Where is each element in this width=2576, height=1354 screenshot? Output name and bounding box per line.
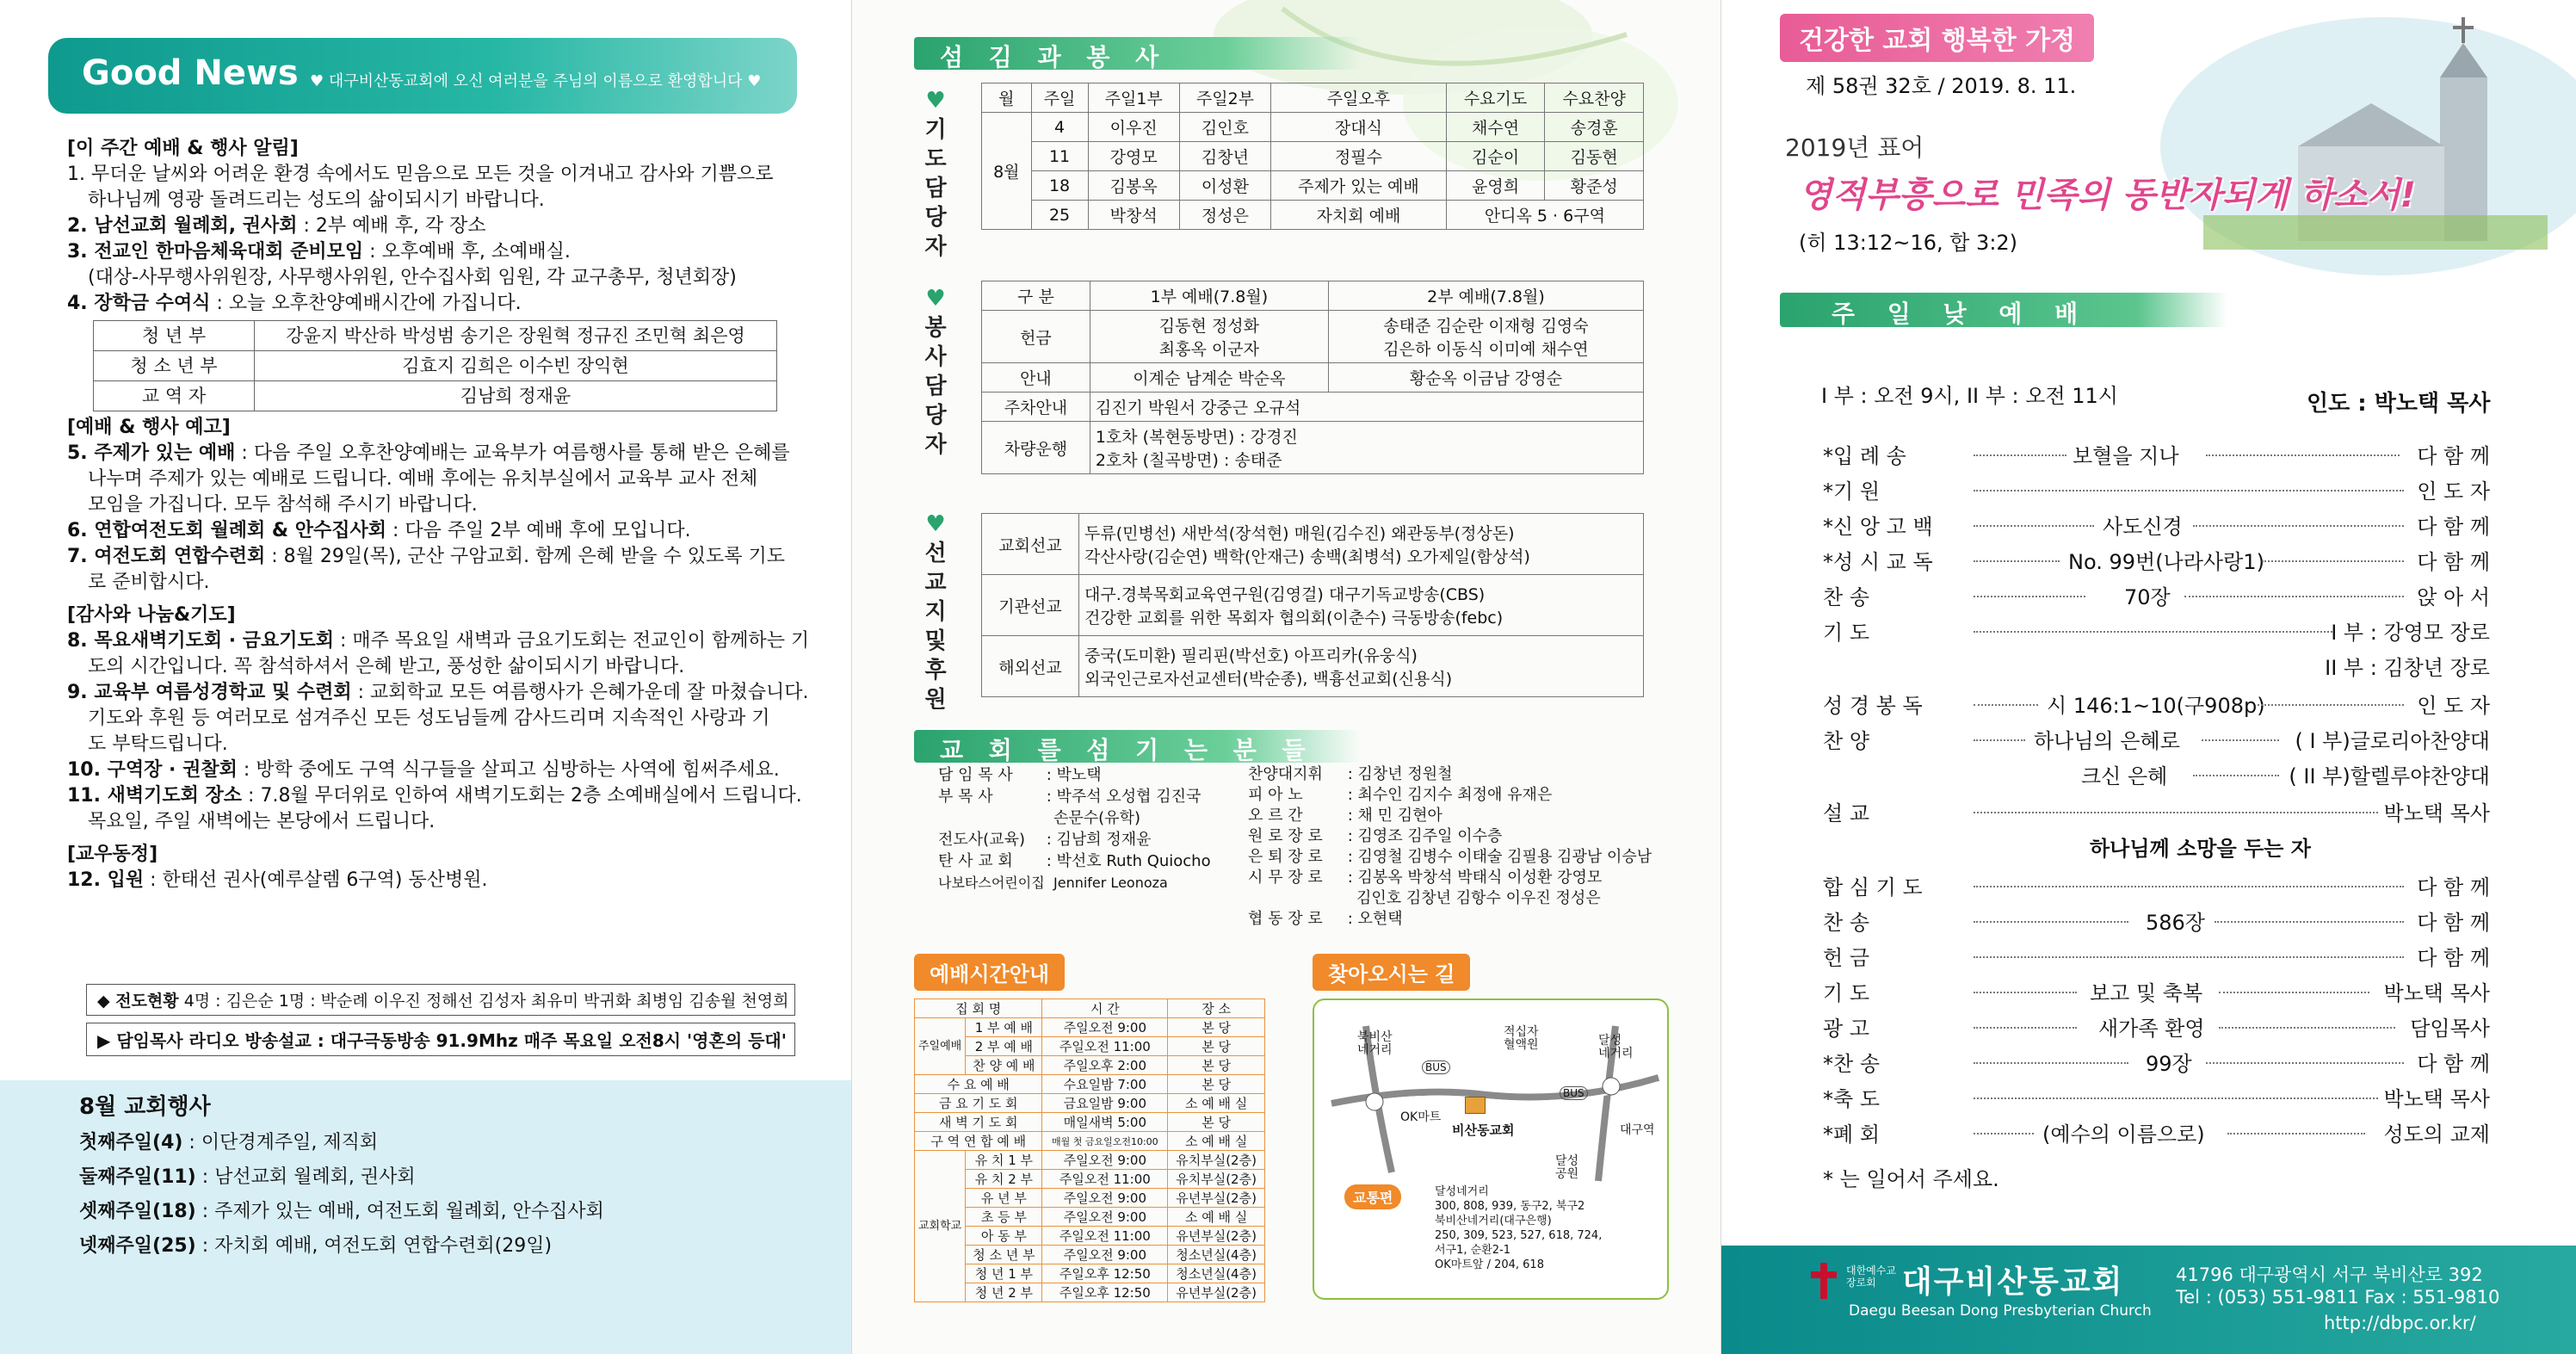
table-row: 월 주일 주일1부 주일2부 주일오후 수요기도 수요찬양 bbox=[982, 83, 1644, 113]
cross-logo-icon bbox=[1811, 1263, 1837, 1299]
section-members: [교우동정] bbox=[67, 844, 158, 865]
worship-order-row: II 부 : 김창년 장로 bbox=[2325, 656, 2490, 680]
serve-header: 섬 김 과 봉 사 bbox=[914, 37, 1362, 70]
table-row: 청 년 1 부 주일오후 12:50 청소년실(4층) bbox=[915, 1264, 1265, 1283]
worship-order-row: *폐 회 (예수의 이름으로) 성도의 교제 bbox=[1823, 1122, 2490, 1147]
year-motto: 영적부흥으로 민족의 동반자되게 하소서! bbox=[1799, 176, 2416, 215]
item-5-cont: 나누며 주제가 있는 예배로 드립니다. 예배 후에는 유치부실에서 교육부 교사 전체 bbox=[88, 468, 758, 490]
worship-order-row: *성 시 교 독 No. 99번(나라사랑1) 다 함 께 bbox=[1823, 550, 2490, 574]
item-3-cont: (대상-사무행사위원장, 사무행사위원, 안수집사회 임원, 각 교구총무, 청년회장) bbox=[88, 267, 737, 288]
mission-vertical-label: ♥ 선 교 지 및 후 원 bbox=[924, 511, 947, 713]
issue-info: 제 58권 32호 / 2019. 8. 11. bbox=[1806, 74, 2077, 98]
table-row: 기관선교 대구.경북목회교육연구원(김영걸) 대구기독교방송(CBS) 건강한 교회를 위한 목회자 협의회(이춘수) 극동방송(febc) bbox=[982, 575, 1644, 636]
list-item: 김인호 김창년 김항수 이우진 정성은 bbox=[1356, 889, 1601, 907]
table-row: 교회학교 유 치 1 부 주일오전 9:00 유치부실(2층) bbox=[915, 1151, 1265, 1170]
list-item: 원 로 장 로 : 김영조 김주일 이수층 bbox=[1248, 827, 1503, 845]
table-row: 교회선교 두류(민병선) 새반석(장석현) 매원(김수진) 왜관동부(정상돈) 각산사랑(김순연) 백학(안재근) 송백(최병석) 오가제일(함상석) bbox=[982, 514, 1644, 575]
worship-order-row: *입 례 송 보혈을 지나 다 함 께 bbox=[1823, 444, 2490, 468]
table-row: 청 소 년 부 주일오전 9:00 청소년실(4층) bbox=[915, 1246, 1265, 1264]
worship-order-row: *찬 송 99장 다 함 께 bbox=[1823, 1052, 2490, 1076]
list-item: 전도사(교육) : 김남희 정재윤 bbox=[938, 831, 1152, 849]
serve-vertical-label: ♥ 봉 사 담 당 자 bbox=[924, 286, 947, 458]
table-row: 찬 양 예 배 주일오후 2:00 본 당 bbox=[915, 1056, 1265, 1075]
table-row: 해외선교 중국(도미환) 필리핀(박선호) 아프리카(유웅식) 외국인근로자선교센터(박순종), 백흉선교회(신용식) bbox=[982, 636, 1644, 697]
list-item: 은 퇴 장 로 : 김영철 김병수 이태술 김필용 김광남 이승남 bbox=[1248, 848, 1652, 866]
item-6: 6. 연합여전도회 월례회 & 안수집사회 : 다음 주일 2부 예배 후에 모입니다. bbox=[67, 520, 691, 541]
worship-order-row: 설 교 박노택 목사 bbox=[1823, 801, 2490, 825]
news-body bbox=[67, 136, 809, 893]
church-denomination: 대한예수교 장로회 bbox=[1846, 1264, 1896, 1289]
staff-header: 교 회 를 섬 기 는 분 들 bbox=[914, 730, 1362, 763]
service-times: I 부 : 오전 9시, II 부 : 오전 11시 bbox=[1821, 384, 2118, 408]
church-footer bbox=[1721, 1246, 2576, 1354]
map-label-church: 비산동교회 bbox=[1452, 1122, 1515, 1138]
map-label-okmart: OK마트 bbox=[1400, 1110, 1442, 1124]
stand-note: * 는 일어서 주세요. bbox=[1823, 1167, 1999, 1191]
item-1: 1. 무더운 날씨와 어려운 환경 속에서도 믿음으로 모든 것을 이겨내고 감사와 기쁨으로 bbox=[67, 164, 774, 185]
table-row: 집 회 명 시 간 장 소 bbox=[915, 999, 1265, 1018]
section-thanks: [감사와 나눔&기도] bbox=[67, 604, 236, 626]
table-row: 차량운행 1호차 (복현동방면) : 강경진 2호차 (칠곡방면) : 송태준 bbox=[982, 422, 1644, 474]
year-motto-label: 2019년 표어 bbox=[1785, 133, 1924, 162]
table-row: 11 강영모 김창년 정필수 김순이 김동현 bbox=[982, 142, 1644, 171]
list-item: 탄 사 교 회 : 박선호 Ruth Quiocho bbox=[938, 852, 1211, 870]
table-row: 유 치 2 부 주일오전 11:00 유치부실(2층) bbox=[915, 1170, 1265, 1189]
map-label-bukbisan: 북비산 네거리 bbox=[1357, 1030, 1393, 1057]
directions-map bbox=[1313, 998, 1669, 1300]
worship-order-row: 합 심 기 도 다 함 께 bbox=[1823, 875, 2490, 900]
list-item: 넷째주일(25) : 자치회 예배, 여전도회 연합수련회(29일) bbox=[79, 1235, 553, 1257]
table-row: 새 벽 기 도 회 매일새벽 5:00 본 당 bbox=[915, 1113, 1265, 1132]
worship-panel bbox=[1721, 0, 2576, 1354]
serve-table bbox=[981, 281, 1644, 474]
list-item: 부 목 사 : 박주석 오성협 김진국 bbox=[938, 788, 1202, 806]
times-header: 예배시간안내 bbox=[914, 954, 1065, 991]
item-7-cont: 로 준비합시다. bbox=[88, 572, 210, 593]
radio-box: ▶ 담임목사 라디오 방송설교 : 대구극동방송 91.9Mhz 매주 목요일 오전8시 '영혼의 등대' bbox=[86, 1023, 795, 1056]
staff-right-list bbox=[1248, 764, 1652, 930]
list-item: 찬양대지휘 : 김창년 정원철 bbox=[1248, 765, 1453, 783]
item-10: 10. 구역장 · 권찰회 : 방학 중에도 구역 식구들을 살피고 심방하는 사역에 힘써주세요. bbox=[67, 759, 780, 781]
transport-badge: 교통편 bbox=[1344, 1184, 1401, 1209]
table-row: 2 부 예 배 주일오전 11:00 본 당 bbox=[915, 1037, 1265, 1056]
worship-order-row: 크신 은혜 ( II 부)할렐루야찬양대 bbox=[2081, 764, 2490, 788]
church-name: 대구비산동교회 bbox=[1902, 1264, 2124, 1300]
bus-icon: BUS bbox=[1422, 1060, 1450, 1074]
table-row: 헌금 김동현 정성화 최홍옥 이군자 송태준 김순란 이재형 김영숙 김은하 이동식 이미예 채수연 bbox=[982, 311, 1644, 363]
item-4: 4. 장학금 수여식 : 오늘 오후찬양예배시간에 가집니다. bbox=[67, 293, 522, 314]
good-news-panel bbox=[0, 0, 852, 1354]
section-weekly: [이 주간 예배 & 행사 알림] bbox=[67, 138, 299, 159]
bus-icon: BUS bbox=[1560, 1086, 1588, 1100]
list-item: 손문수(유학) bbox=[1053, 809, 1140, 827]
august-events-title: 8월 교회행사 bbox=[79, 1094, 211, 1120]
table-row: 청 년 2 부 주일오후 12:50 유년부실(2층) bbox=[915, 1283, 1265, 1302]
item-3: 3. 전교인 한마음체육대회 준비모임 : 오후예배 후, 소예배실. bbox=[67, 241, 571, 263]
church-building-icon bbox=[1465, 1097, 1486, 1114]
worship-order-row: 찬 송 586장 다 함 께 bbox=[1823, 911, 2490, 935]
table-row: 주일예배 1 부 예 배 주일오전 9:00 본 당 bbox=[915, 1018, 1265, 1037]
worship-order-row: 성 경 봉 독 시 146:1~10(구908p) 인 도 자 bbox=[1823, 694, 2490, 718]
times-table bbox=[914, 998, 1265, 1302]
list-item: 셋째주일(18) : 주제가 있는 예배, 여전도회 월례회, 안수집사회 bbox=[79, 1201, 604, 1222]
list-item: 오 르 간 : 채 민 김현아 bbox=[1248, 807, 1442, 825]
list-item: 나보타스어린이집 Jennifer Leonoza bbox=[938, 875, 1168, 891]
church-website-link[interactable]: http://dbpc.or.kr/ bbox=[2324, 1313, 2476, 1333]
worship-order-row: *축 도 박노택 목사 bbox=[1823, 1087, 2490, 1111]
item-8-cont: 도의 시간입니다. 꼭 참석하셔서 은혜 받고, 풍성한 삶이되시기 바랍니다. bbox=[88, 656, 685, 677]
church-building-icon bbox=[2100, 0, 2576, 293]
evangelism-box: ◆ 전도현황 4명 : 김은순 1명 : 박순례 이우진 정해선 김성자 최유미 박귀화 최병임 김송월 천영희 bbox=[86, 984, 795, 1016]
table-row: 금 요 기 도 회 금요일밤 9:00 소 예 배 실 bbox=[915, 1094, 1265, 1113]
item-5: 5. 주제가 있는 예배 : 다음 주일 오후찬양예배는 교육부가 여름행사를 통해 받은 은혜를 bbox=[67, 442, 790, 464]
item-12: 12. 입원 : 한태선 권사(예루살렘 6구역) 동산병원. bbox=[67, 869, 488, 891]
list-item: 피 아 노 : 최수인 김지수 최정애 유재은 bbox=[1248, 786, 1553, 804]
table-row: 8월 4 이우진 김인호 장대식 채수연 송경훈 bbox=[982, 113, 1644, 142]
table-row: 구 역 연 합 예 배 매월 첫 금요일오전10:00 소 예 배 실 bbox=[915, 1132, 1265, 1151]
table-row: 청 년 부 강윤지 박산하 박성범 송기은 장원혁 정규진 조민혁 최은영 bbox=[94, 321, 777, 351]
sermon-title: 하나님께 소망을 두는 자 bbox=[2090, 837, 2311, 861]
motto-reference: (히 13:12~16, 합 3:2) bbox=[1799, 231, 2018, 255]
item-11: 11. 새벽기도회 장소 : 7.8월 무더위로 인하여 새벽기도회는 2층 소예배실에서 드립니다. bbox=[67, 785, 802, 807]
item-1-cont: 하나님께 영광 돌려드리는 성도의 삶이되시기 바랍니다. bbox=[88, 189, 545, 211]
good-news-title: Good News bbox=[82, 53, 299, 93]
table-row: 아 동 부 주일오전 11:00 유년부실(2층) bbox=[915, 1227, 1265, 1246]
prayer-table bbox=[981, 83, 1644, 230]
transport-list: 달성네거리 300, 808, 939, 동구2, 북구2 북비산네거리(대구은행) 250, 309, 523, 527, 618, 724, 서구1, 순환2-1 OK마트앞 / 204, 618 bbox=[1435, 1185, 1603, 1271]
worship-order-row: 기 도 I 부 : 강영모 장로 bbox=[1823, 621, 2490, 645]
list-item: 담 임 목 사 : 박노택 bbox=[938, 766, 1102, 784]
worship-order-row: 찬 송 70장 앉 아 서 bbox=[1823, 585, 2490, 609]
item-8: 8. 목요새벽기도회 · 금요기도회 : 매주 목요일 새벽과 금요기도회는 전교인이 함께하는 기 bbox=[67, 630, 810, 652]
item-9-cont: 기도와 후원 등 여러모로 섬겨주신 모든 성도님들께 감사드리며 지속적인 사랑과 기 bbox=[88, 708, 770, 729]
table-row: 25 박창석 정성은 자치회 예배 안디옥 5 · 6구역 bbox=[982, 201, 1644, 230]
church-address: 41796 대구광역시 서구 북비산로 392 bbox=[2176, 1264, 2483, 1285]
table-row: 18 김봉옥 이성환 주제가 있는 예배 윤영희 황준성 bbox=[982, 171, 1644, 201]
good-news-subtitle: ♥ 대구비산동교회에 오신 여러분을 주님의 이름으로 환영합니다 ♥ bbox=[310, 72, 762, 90]
list-item: 협 동 장 로 : 오현택 bbox=[1248, 910, 1403, 928]
item-7: 7. 여전도회 연합수련회 : 8월 29일(목), 군산 구암교회. 함께 은혜 받을 수 있도록 기도 bbox=[67, 546, 786, 567]
worship-order-row: 찬 양 하나님의 은혜로 ( I 부)글로리아찬양대 bbox=[1823, 729, 2490, 753]
church-phone: Tel : (053) 551-9811 Fax : 551-9810 bbox=[2176, 1287, 2500, 1308]
table-row: 구 분 1부 예배(7.8월) 2부 예배(7.8월) bbox=[982, 281, 1644, 311]
table-row: 안내 이계순 남계순 박순옥 황순옥 이금남 강영순 bbox=[982, 363, 1644, 393]
worship-order-row: *신 앙 고 백 사도신경 다 함 께 bbox=[1823, 515, 2490, 539]
map-label-jeoksan: 적십자 혈액원 bbox=[1504, 1025, 1539, 1052]
item-5-cont2: 모임을 가집니다. 모두 참석해 주시기 바랍니다. bbox=[88, 494, 478, 516]
table-row: 교 역 자 김남희 정재윤 bbox=[94, 381, 777, 411]
staff-left-list bbox=[938, 764, 1211, 893]
service-panel bbox=[852, 0, 1721, 1354]
table-row: 초 등 부 주일오전 9:00 소 예 배 실 bbox=[915, 1208, 1265, 1227]
prayer-vertical-label: ♥ 기 도 담 당 자 bbox=[924, 88, 947, 260]
table-row: 수 요 예 배 수요일밤 7:00 본 당 bbox=[915, 1075, 1265, 1094]
item-2: 2. 남선교회 월례회, 권사회 : 2부 예배 후, 각 장소 bbox=[67, 215, 486, 237]
slogan-badge: 건강한 교회 행복한 가정 bbox=[1780, 14, 2094, 62]
worship-leader: 인도 : 박노택 목사 bbox=[2307, 391, 2491, 417]
worship-order-row: 헌 금 다 함 께 bbox=[1823, 946, 2490, 970]
list-item: 시 무 장 로 : 김봉옥 박창석 박태식 이성환 강영모 bbox=[1248, 869, 1603, 887]
table-row: 유 년 부 주일오전 9:00 유년부실(2층) bbox=[915, 1189, 1265, 1208]
worship-order-row: 기 도 보고 및 축복 박노택 목사 bbox=[1823, 981, 2490, 1005]
section-preview: [예배 & 행사 예고] bbox=[67, 417, 231, 438]
august-events-list bbox=[79, 1126, 604, 1264]
item-9-cont2: 도 부탁드립니다. bbox=[88, 733, 228, 755]
map-label-daegu-station: 대구역 bbox=[1620, 1123, 1655, 1137]
worship-header: 주 일 낮 예 배 bbox=[1780, 293, 2227, 327]
item-11-cont: 목요일, 주일 새벽에는 본당에서 드립니다. bbox=[88, 811, 436, 832]
mission-table bbox=[981, 513, 1644, 697]
map-header: 찾아오시는 길 bbox=[1313, 954, 1470, 991]
table-row: 주차안내 김진기 박원서 강중근 오규석 bbox=[982, 393, 1644, 422]
church-name-english: Daegu Beesan Dong Presbyterian Church bbox=[1849, 1302, 2152, 1320]
worship-order-row: 광 고 새가족 환영 담임목사 bbox=[1823, 1017, 2490, 1041]
table-row: 청 소 년 부 김효지 김희은 이수빈 장익현 bbox=[94, 351, 777, 381]
scholarship-table bbox=[93, 320, 777, 411]
item-9: 9. 교육부 여름성경학교 및 수련회 : 교회학교 모든 여름행사가 은혜가운데 잘 마쳤습니다. bbox=[67, 682, 809, 703]
worship-order-row: *기 원 인 도 자 bbox=[1823, 479, 2490, 504]
list-item: 첫째주일(4) : 이단경계주일, 제직회 bbox=[79, 1132, 379, 1153]
list-item: 둘째주일(11) : 남선교회 월례회, 권사회 bbox=[79, 1166, 416, 1188]
map-label-dalseong-cross: 달성 네거리 bbox=[1598, 1034, 1634, 1060]
map-label-dalseong-park: 달성 공원 bbox=[1555, 1154, 1579, 1181]
